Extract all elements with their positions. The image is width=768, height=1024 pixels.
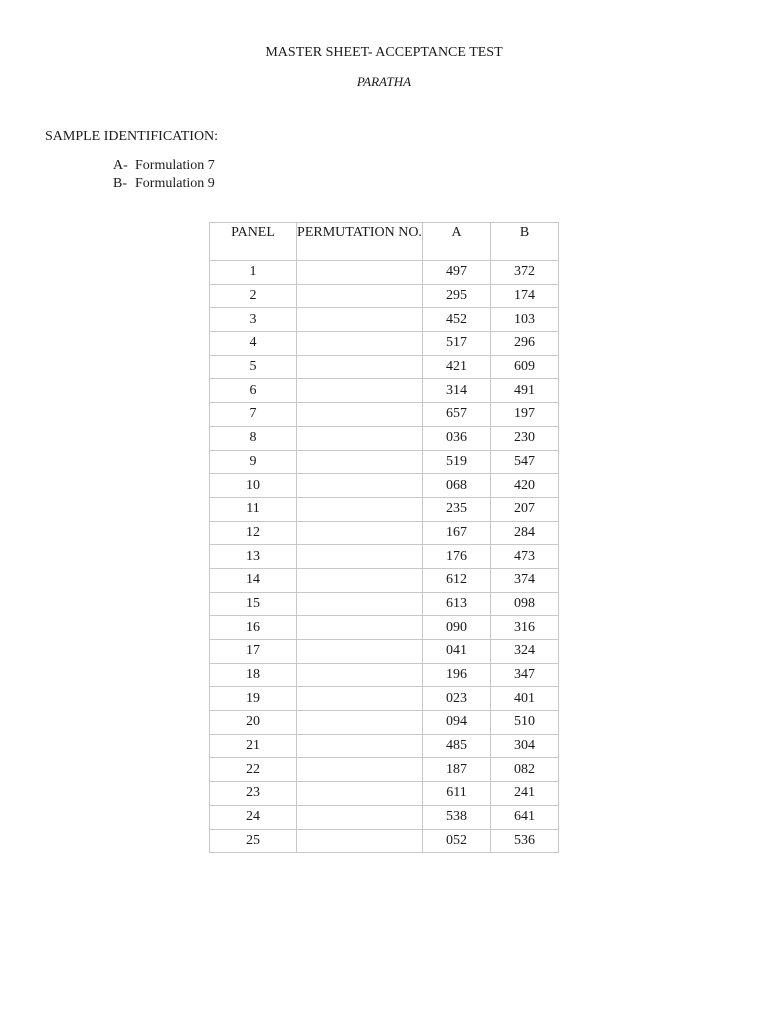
panel-cell: 3: [210, 308, 297, 332]
table-row: [210, 805, 559, 829]
sample-a-cell: 497: [423, 261, 491, 285]
permutation-cell: [297, 687, 423, 711]
sample-code: A-: [113, 158, 128, 173]
sample-a-cell: 611: [423, 782, 491, 806]
panel-cell: 15: [210, 592, 297, 616]
sample-label: Formulation 7: [135, 158, 215, 173]
table-row: [210, 261, 559, 285]
sample-b-cell: 296: [491, 332, 559, 356]
table-row: [210, 521, 559, 545]
panel-cell: 25: [210, 829, 297, 853]
permutation-cell: [297, 782, 423, 806]
sample-a-cell: 094: [423, 711, 491, 735]
sample-b-cell: 347: [491, 663, 559, 687]
sample-item-b: [113, 175, 215, 193]
table-row: [210, 426, 559, 450]
sample-a-cell: 052: [423, 829, 491, 853]
sample-a-cell: 167: [423, 521, 491, 545]
sample-b-cell: 641: [491, 805, 559, 829]
sample-a-cell: 452: [423, 308, 491, 332]
column-header-panel: PANEL: [210, 223, 297, 261]
table-header-row: [210, 223, 559, 261]
table-row: [210, 616, 559, 640]
panel-cell: 13: [210, 545, 297, 569]
panel-cell: 1: [210, 261, 297, 285]
permutation-cell: [297, 616, 423, 640]
sample-b-cell: 098: [491, 592, 559, 616]
sample-identification-heading: SAMPLE IDENTIFICATION:: [45, 129, 219, 144]
permutation-cell: [297, 497, 423, 521]
panel-cell: 4: [210, 332, 297, 356]
permutation-cell: [297, 545, 423, 569]
sample-a-cell: 023: [423, 687, 491, 711]
table-row: [210, 592, 559, 616]
sample-b-cell: 241: [491, 782, 559, 806]
sample-a-cell: 041: [423, 640, 491, 664]
sample-a-cell: 036: [423, 426, 491, 450]
panel-cell: 9: [210, 450, 297, 474]
sample-a-cell: 538: [423, 805, 491, 829]
permutation-cell: [297, 805, 423, 829]
panel-cell: 24: [210, 805, 297, 829]
permutation-cell: [297, 308, 423, 332]
sample-a-cell: 421: [423, 355, 491, 379]
sample-b-cell: 174: [491, 284, 559, 308]
permutation-cell: [297, 758, 423, 782]
sample-b-cell: 536: [491, 829, 559, 853]
sample-b-cell: 082: [491, 758, 559, 782]
sample-item-a: [113, 157, 215, 175]
sample-a-cell: 517: [423, 332, 491, 356]
table-row: [210, 711, 559, 735]
sample-label: Formulation 9: [135, 176, 215, 191]
table-row: [210, 474, 559, 498]
sample-a-cell: 235: [423, 497, 491, 521]
page-title: MASTER SHEET- ACCEPTANCE TEST: [265, 45, 503, 60]
sample-a-cell: 314: [423, 379, 491, 403]
sample-a-cell: 485: [423, 734, 491, 758]
sample-b-cell: 491: [491, 379, 559, 403]
sample-a-cell: 519: [423, 450, 491, 474]
permutation-cell: [297, 663, 423, 687]
permutation-cell: [297, 403, 423, 427]
table-row: [210, 640, 559, 664]
sample-a-cell: 657: [423, 403, 491, 427]
sample-a-cell: 295: [423, 284, 491, 308]
sample-a-cell: 176: [423, 545, 491, 569]
column-header-b: B: [491, 223, 559, 261]
sample-b-cell: 547: [491, 450, 559, 474]
table-row: [210, 663, 559, 687]
table-row: [210, 450, 559, 474]
panel-cell: 7: [210, 403, 297, 427]
table-row: [210, 568, 559, 592]
sample-b-cell: 374: [491, 568, 559, 592]
sample-b-cell: 401: [491, 687, 559, 711]
permutation-cell: [297, 640, 423, 664]
permutation-cell: [297, 450, 423, 474]
panel-cell: 11: [210, 497, 297, 521]
permutation-cell: [297, 379, 423, 403]
permutation-cell: [297, 568, 423, 592]
permutation-cell: [297, 284, 423, 308]
sample-code: B-: [113, 176, 127, 191]
sample-a-cell: 187: [423, 758, 491, 782]
panel-cell: 8: [210, 426, 297, 450]
permutation-cell: [297, 521, 423, 545]
permutation-cell: [297, 734, 423, 758]
sample-b-cell: 372: [491, 261, 559, 285]
sample-b-cell: 609: [491, 355, 559, 379]
panel-cell: 16: [210, 616, 297, 640]
panel-cell: 2: [210, 284, 297, 308]
panel-cell: 5: [210, 355, 297, 379]
permutation-cell: [297, 474, 423, 498]
permutation-cell: [297, 355, 423, 379]
panel-cell: 6: [210, 379, 297, 403]
table-row: [210, 734, 559, 758]
table-row: [210, 403, 559, 427]
sample-b-cell: 510: [491, 711, 559, 735]
table-row: [210, 497, 559, 521]
master-sheet-table: [209, 222, 559, 853]
sample-b-cell: 420: [491, 474, 559, 498]
sample-b-cell: 197: [491, 403, 559, 427]
table-row: [210, 284, 559, 308]
sample-list: [113, 157, 215, 193]
panel-cell: 20: [210, 711, 297, 735]
panel-cell: 21: [210, 734, 297, 758]
sample-a-cell: 613: [423, 592, 491, 616]
table-row: [210, 545, 559, 569]
panel-cell: 12: [210, 521, 297, 545]
panel-cell: 17: [210, 640, 297, 664]
permutation-cell: [297, 829, 423, 853]
table-row: [210, 308, 559, 332]
table-row: [210, 829, 559, 853]
panel-cell: 19: [210, 687, 297, 711]
sample-a-cell: 196: [423, 663, 491, 687]
table-row: [210, 687, 559, 711]
permutation-cell: [297, 261, 423, 285]
panel-cell: 14: [210, 568, 297, 592]
sample-b-cell: 316: [491, 616, 559, 640]
permutation-cell: [297, 592, 423, 616]
sample-a-cell: 612: [423, 568, 491, 592]
table-body: [210, 261, 559, 853]
column-header-a: A: [423, 223, 491, 261]
sample-b-cell: 284: [491, 521, 559, 545]
page-subtitle: PARATHA: [356, 74, 412, 89]
sample-b-cell: 304: [491, 734, 559, 758]
table-row: [210, 332, 559, 356]
table-row: [210, 379, 559, 403]
column-header-permutation: PERMUTATION NO.: [297, 223, 423, 261]
permutation-cell: [297, 711, 423, 735]
sample-a-cell: 068: [423, 474, 491, 498]
sample-b-cell: 473: [491, 545, 559, 569]
panel-cell: 18: [210, 663, 297, 687]
sample-a-cell: 090: [423, 616, 491, 640]
permutation-cell: [297, 332, 423, 356]
panel-cell: 10: [210, 474, 297, 498]
table-row: [210, 355, 559, 379]
permutation-cell: [297, 426, 423, 450]
table-row: [210, 758, 559, 782]
sample-b-cell: 103: [491, 308, 559, 332]
sample-b-cell: 230: [491, 426, 559, 450]
sample-b-cell: 207: [491, 497, 559, 521]
table-row: [210, 782, 559, 806]
panel-cell: 23: [210, 782, 297, 806]
panel-cell: 22: [210, 758, 297, 782]
sample-b-cell: 324: [491, 640, 559, 664]
